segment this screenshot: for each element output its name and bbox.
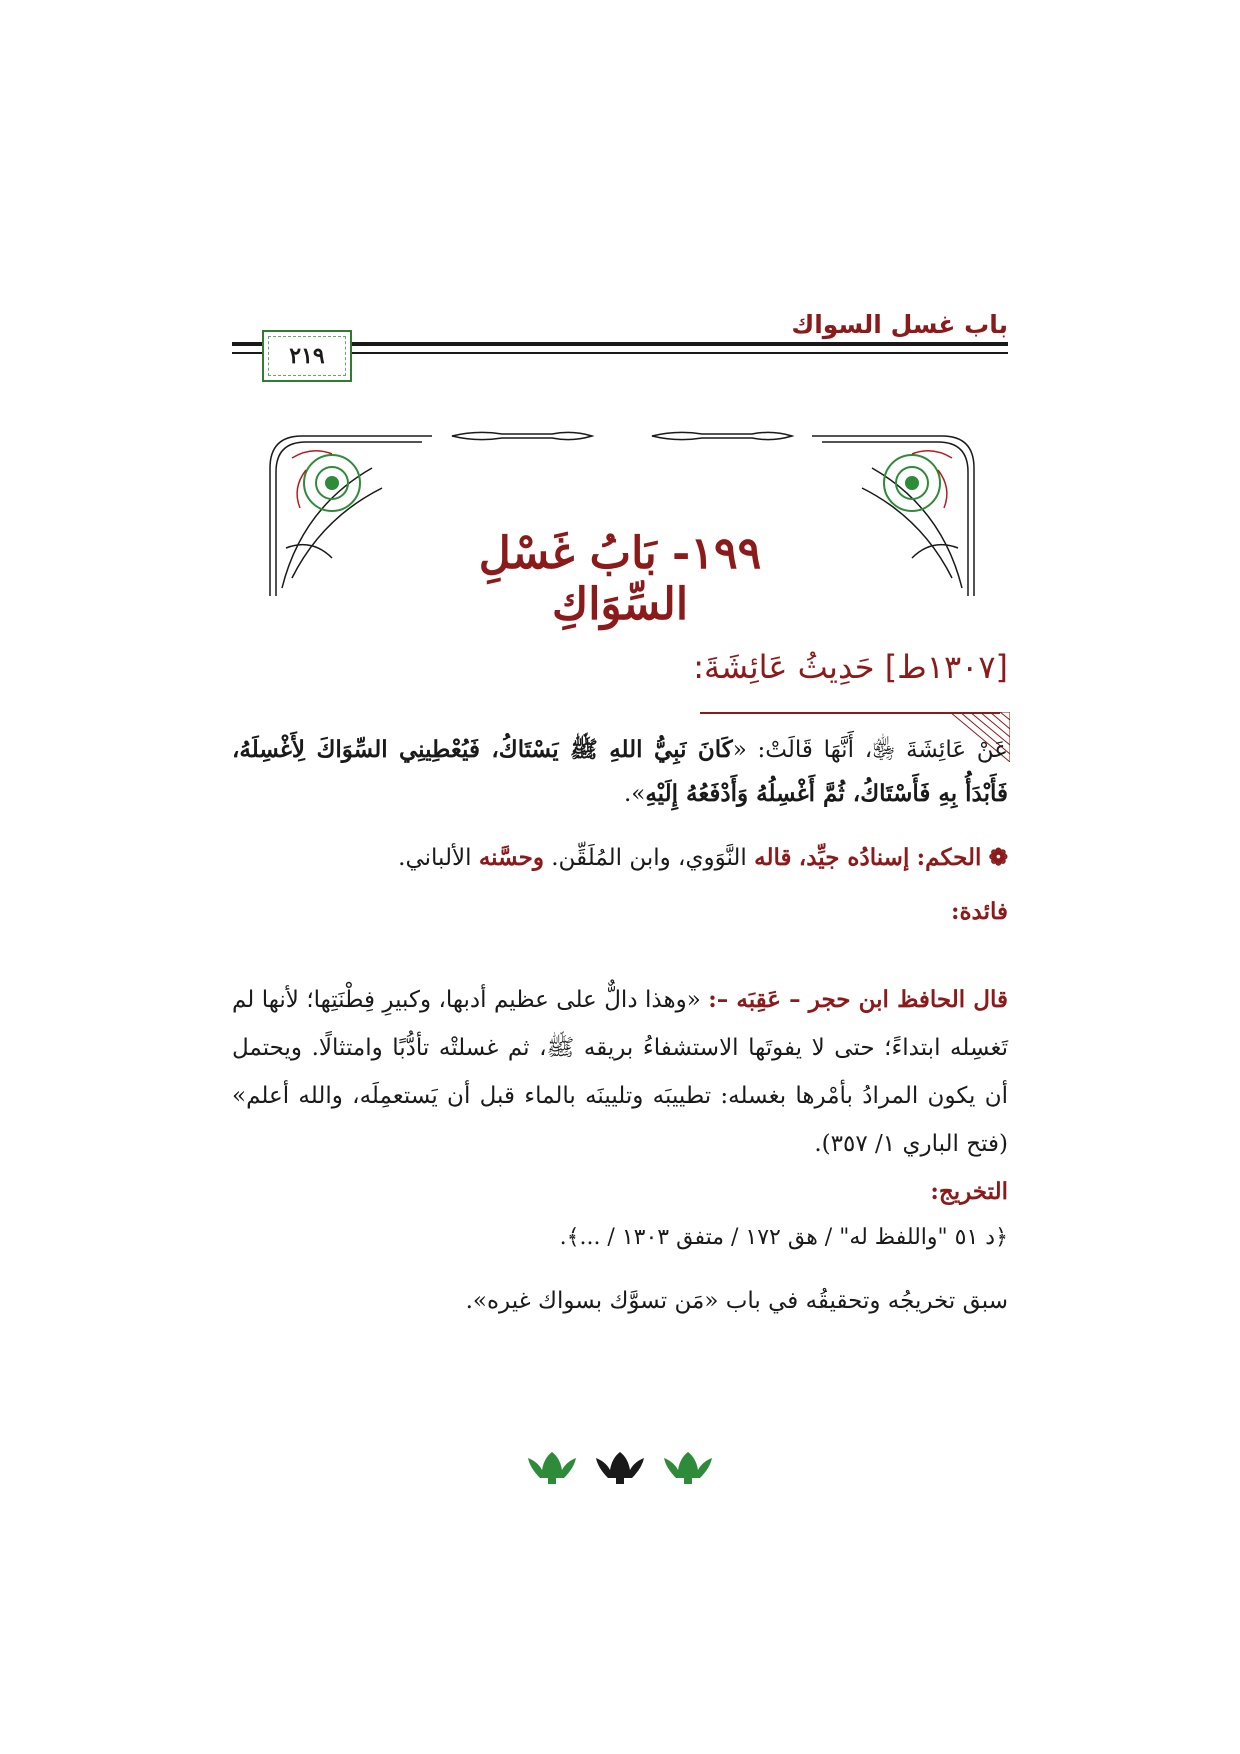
top-cartouches [452, 432, 792, 439]
ruling-scholars: النَّوَوي، وابن المُلَقِّن. [551, 845, 747, 871]
ruling-said-by: قاله [754, 844, 792, 871]
takhrij-note: سبق تخريجُه وتحقيقُه في باب «مَن تسوَّك بسواك غيره». [465, 1288, 1008, 1314]
hadith-intro: عَنْ عَائِشَةَ ﵂، أَنَّهَا قَالَتْ: « [732, 737, 1008, 763]
fawaid-quote: «وهذا دالٌّ على عظيم أدبها، وكبيرِ فِطْنَتِها؛ لأنها لم تَغسِله ابتداءً؛ حتى لا يفوتَها الاستشفاءُ بريقه ﷺ، ثم غسلتْه تأدُّبًا وامتثالًا. ويحتمل أن يكون المرادُ بأمْرها بغسله: تطييبَه وتليينَه بالماء قبل أن يَستعمِلَه، والله أعلم» (فتح الباري ١/ ٣٥٧). [232, 987, 1008, 1157]
hadith-outro: ». [623, 781, 646, 807]
hadith-text [232, 728, 1008, 816]
lotus-right-icon [664, 1452, 712, 1484]
takhrij-line: ﴿د ٥١ "واللفظ له" / هق ١٧٢ / متفق ١٣٠٣ / ...﴾. [559, 1225, 1008, 1250]
right-corner-ornament [812, 436, 974, 596]
ruling-albani: الألباني. [398, 845, 472, 871]
lotus-left-icon [528, 1452, 576, 1484]
right-rosette-icon [884, 455, 940, 511]
chapter-title: ١٩٩- بَابُ غَسْلِ السِّوَاكِ [478, 528, 762, 630]
hadith-matn: كَانَ نَبِيُّ اللهِ ﷺ يَسْتَاكُ، فَيُعْطِينِي السِّوَاكَ لِأَغْسِلَهُ، فَأَبْدَأُ بِهِ فَأَسْتَاكُ، ثُمَّ أَغْسِلُهُ وَأَدْفَعُهُ إِلَيْهِ [232, 736, 1008, 807]
takhrij-heading: التخريج: [930, 1178, 1008, 1205]
header-rule-bottom [255, 352, 1008, 354]
fawaid-speaker: قال الحافظ ابن حجر – عَقِبَه –: [708, 986, 1009, 1013]
ruling-isnad: إسنادُه جيِّد، [798, 844, 910, 871]
page-number: ٢١٩ [289, 343, 325, 369]
ruling-label: الحكم: [916, 844, 982, 871]
header-rule-left-bottom [232, 352, 256, 354]
ruling-hassanahu: وحسَّنه [478, 844, 544, 871]
ruling-paragraph [232, 836, 1008, 880]
left-corner-ornament [270, 436, 432, 596]
fawaid-paragraph [232, 976, 1008, 1168]
header-rule-top [255, 342, 1008, 346]
header-rule-left [232, 342, 256, 346]
running-title: باب غسل السواك [791, 310, 1008, 339]
left-rosette-icon [304, 455, 360, 511]
closing-ornaments [520, 1448, 720, 1488]
lotus-center-icon [596, 1452, 644, 1484]
hadith-heading: [١٣٠٧ط] حَدِيثُ عَائِشَةَ: [693, 648, 1008, 686]
flower-ornament-icon: ❁ [988, 844, 1008, 871]
fawaid-heading: فائدة: [950, 898, 1008, 925]
page-number-frame [262, 330, 352, 382]
